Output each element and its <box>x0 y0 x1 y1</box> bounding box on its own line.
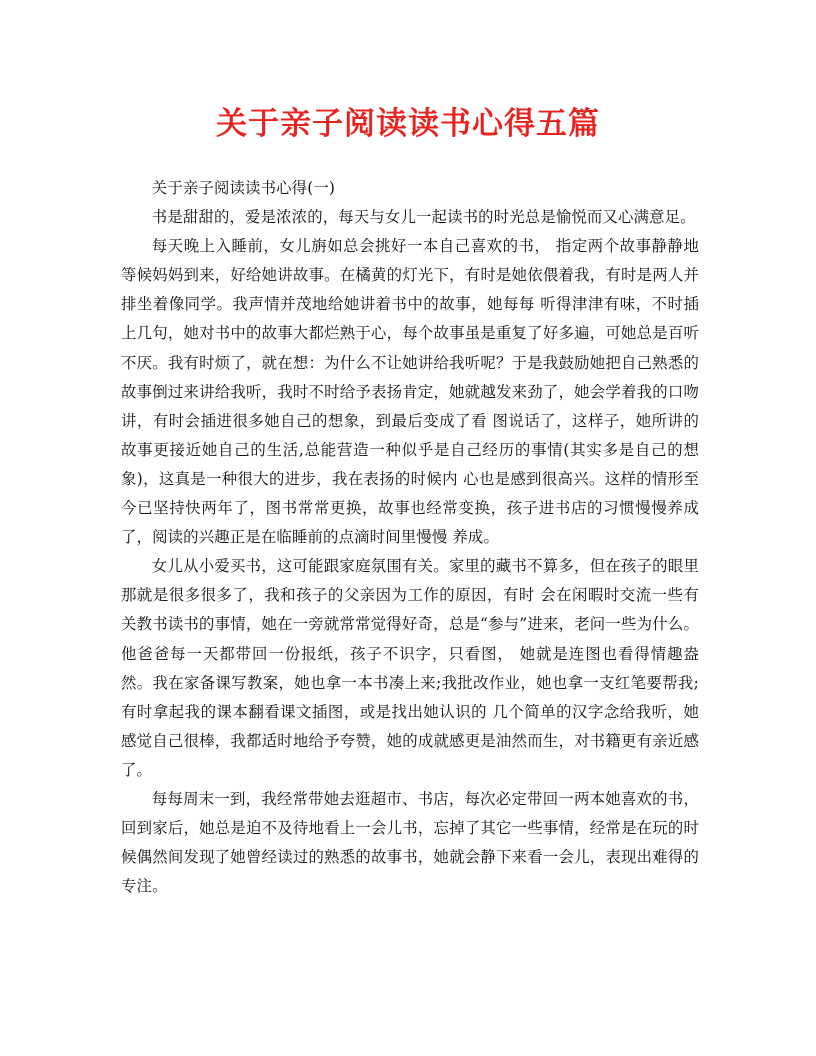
paragraph: 书是甜甜的，爱是浓浓的，每天与女儿一起读书的时光总是愉悦而又心满意足。 <box>151 208 696 227</box>
document-title: 关于亲子阅读读书心得五篇 <box>216 106 600 142</box>
section-subheading: 关于亲子阅读读书心得(一) <box>151 179 336 197</box>
paragraph: 每每周末一到，我经常带她去逛超市、书店，每次必定带回一两本她喜欢的书，回到家后，她总是迫不及待地看上一会儿书，忘掉了其它一些事情，经常是在玩的时候偶然间发现了她曾经读过的熟悉的故事书，她就会静下来看一会儿，表现出难得的专注。 <box>121 789 699 896</box>
paragraph: 每天晚上入睡前，女儿旃如总会挑好一本自己喜欢的书， 指定两个故事静静地等候妈妈到来，好给她讲故事。在橘黄的灯光下，有时是她依偎着我，有时是两人并排坐着像同学。我声情并茂地给她讲着书中的故事，她每每 听得津津有味，不时插上几句，她对书中的故事大都烂熟于心，每个故事虽是重复了好多遍，可她总是百听不厌。我有时烦了，就在想：为什么不让她讲给我听呢？于是我鼓励她把自己熟悉的故事倒过来讲给我听，我时不时给予表扬肯定，她就越发来劲了，她会学着我的口吻讲，有时会插进很多她自己的想象，到最后变成了看 图说话了，这样子，她所讲的故事更接近她自己的生活,总能营造一种似乎是自己经历的事情(其实多是自己的想象)，这真是一种很大的进步，我在表扬的时候内 心也是感到很高兴。这样的情形至今已坚持快两年了，图书常常更换，故事也经常变换，孩子进书店的习惯慢慢养成了，阅读的兴趣正是在临睡前的点滴时间里慢慢 养成。 <box>121 237 699 547</box>
document-body <box>121 174 699 901</box>
paragraph: 女儿从小爱买书，这可能跟家庭氛围有关。家里的藏书不算多，但在孩子的眼里那就是很多很多了，我和孩子的父亲因为工作的原因，有时 会在闲暇时交流一些有关教书读书的事情，她在一旁就常常觉得好奇，总是“参与”进来，老问一些为什么。他爸爸每一天都带回一份报纸，孩子不识字，只看图， 她就是连图也看得情趣盎然。我在家备课写教案，她也拿一本书凑上来;我批改作业，她也拿一支红笔要帮我;有时拿起我的课本翻看课文插图，或是找出她认识的 几个简单的汉字念给我听，她感觉自己很棒，我都适时地给予夸赞，她的成就感更是油然而生，对书籍更有亲近感了。 <box>121 557 699 779</box>
